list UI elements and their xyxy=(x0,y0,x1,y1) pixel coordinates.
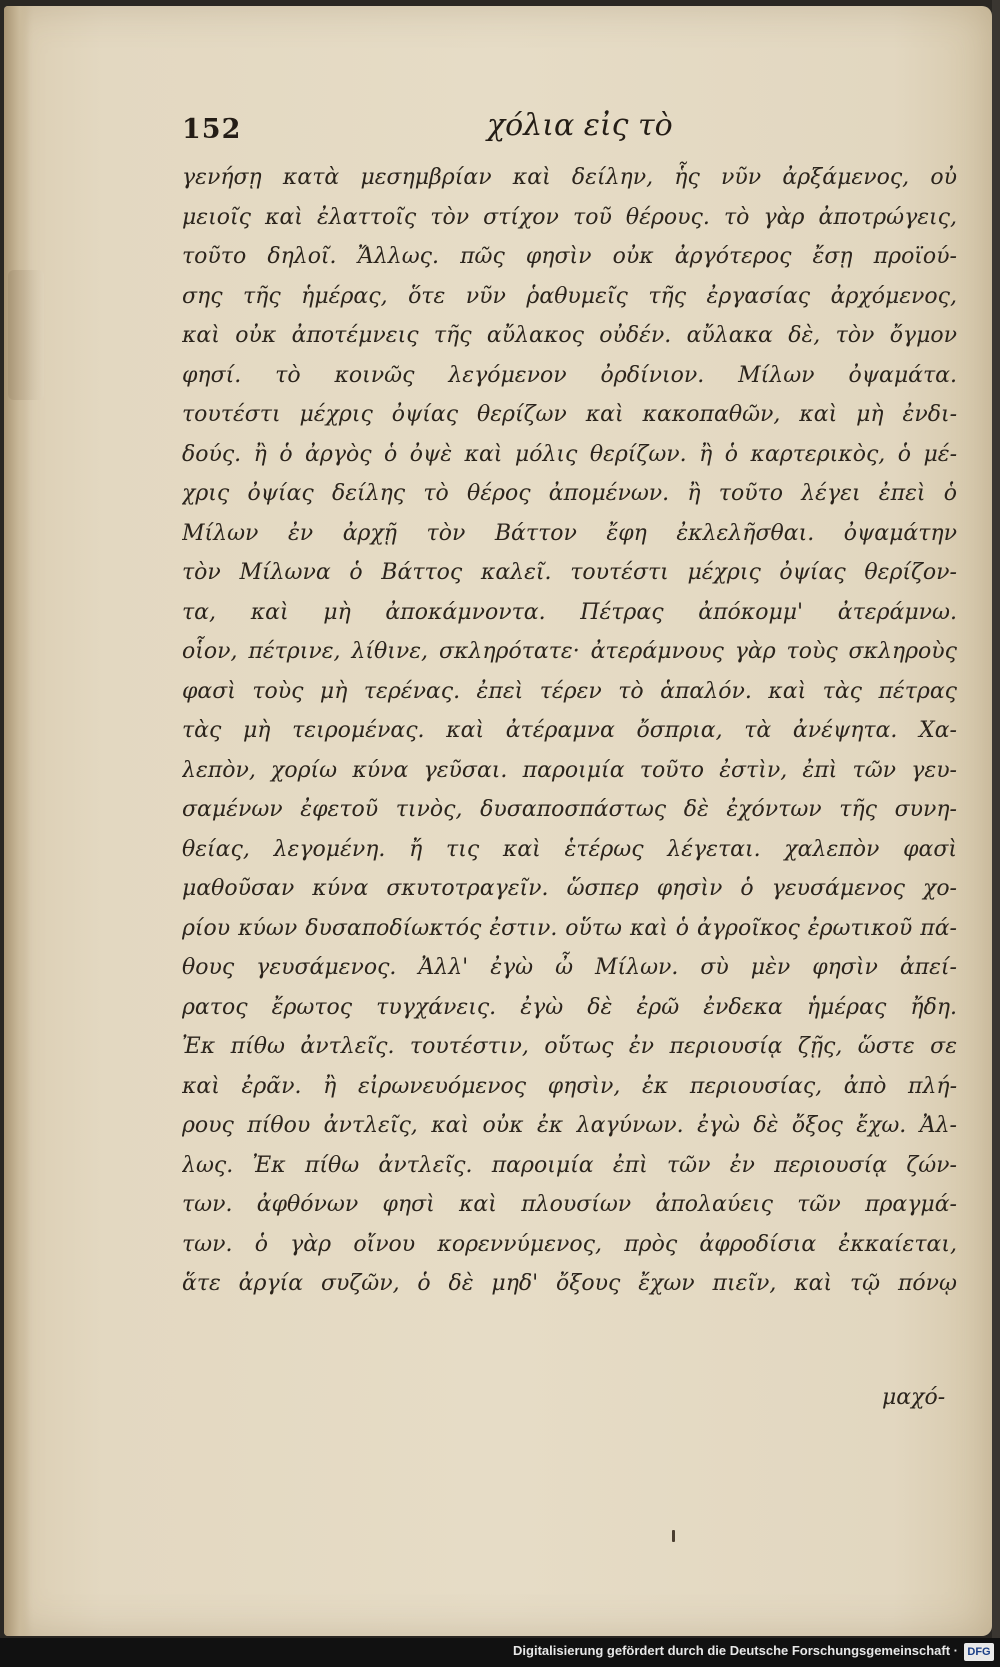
text-line: ρίου κύων δυσαποδίωκτός ἐστιν. οὕτω καὶ ὁ ἀγροῖκος ἐρωτικοῦ πά- xyxy=(182,915,957,941)
page-number: 152 xyxy=(182,114,242,145)
text-line: γενήσῃ κατὰ μεσημβρίαν καὶ δείλην, ἧς νῦν ἀρξάμενος, οὐ xyxy=(182,165,957,190)
text-line: σαμένων ἐφετοῦ τινὸς, δυσαποσπάστως δὲ ἐχόντων τῆς συνη- xyxy=(182,797,957,822)
text-line: χρις ὀψίας δείλης τὸ θέρος ἀπομένων. ἢ τοῦτο λέγει ἐπεὶ ὁ xyxy=(182,481,957,506)
page-clip-mark xyxy=(8,270,44,400)
text-line: τα, καὶ μὴ ἀποκάμνοντα. Πέτρας ἀπόκομμ' ἀτεράμνω. xyxy=(182,599,957,625)
running-title: χόλια εἰς τὸ xyxy=(487,108,673,143)
text-line: σης τῆς ἡμέρας, ὅτε νῦν ῥαθυμεῖς τῆς ἐργασίας ἀρχόμενος, xyxy=(182,283,957,309)
dfg-logo: DFG xyxy=(964,1643,994,1661)
text-line: οἷον, πέτρινε, λίθινε, σκληρότατε· ἀτεράμνους γὰρ τοὺς σκληροὺς xyxy=(182,639,957,664)
text-line: τὸν Μίλωνα ὁ Βάττος καλεῖ. τουτέστι μέχρις ὀψίας θερίζον- xyxy=(182,560,957,585)
text-line: θείας, λεγομένη. ἤ τις καὶ ἑτέρως λέγεται. χαλεπὸν φασὶ xyxy=(182,836,957,862)
commentary-text-block xyxy=(182,158,957,1304)
catchword: μαχό- xyxy=(882,1385,946,1410)
text-line: δούς. ἢ ὁ ἀργὸς ὁ ὀψὲ καὶ μόλις θερίζων. ἢ ὁ καρτερικὸς, ὁ μέ- xyxy=(182,441,957,467)
text-line: τουτέστι μέχρις ὀψίας θερίζων καὶ κακοπαθῶν, καὶ μὴ ἐνδι- xyxy=(182,402,957,427)
text-line: λεπὸν, χορίω κύνα γεῦσαι. παροιμία τοῦτο ἐστὶν, ἐπὶ τῶν γευ- xyxy=(182,757,957,783)
ink-speck xyxy=(672,1530,675,1542)
text-line: θους γευσάμενος. Ἀλλ' ἐγὼ ὦ Μίλων. σὺ μὲν φησὶν ἀπεί- xyxy=(182,955,957,980)
text-line: λως. Ἐκ πίθω ἀντλεῖς. παροιμία ἐπὶ τῶν ἐν περιουσίᾳ ζών- xyxy=(182,1152,957,1178)
text-line: καὶ ἐρᾶν. ἢ εἰρωνευόμενος φησὶν, ἐκ περιουσίας, ἀπὸ πλή- xyxy=(182,1073,957,1099)
text-line: ἅτε ἀργία συζῶν, ὁ δὲ μηδ' ὄξους ἔχων πιεῖν, καὶ τῷ πόνῳ xyxy=(182,1271,957,1296)
text-line: των. ὁ γὰρ οἴνου κορεννύμενος, πρὸς ἀφροδίσια ἐκκαίεται, xyxy=(182,1231,957,1257)
text-line: ρατος ἔρωτος τυγχάνεις. ἐγὼ δὲ ἐρῶ ἐνδεκα ἡμέρας ἤδη. xyxy=(182,994,957,1020)
text-line: ρους πίθου ἀντλεῖς, καὶ οὐκ ἐκ λαγύνων. ἐγὼ δὲ ὄξος ἔχω. Ἀλ- xyxy=(182,1113,957,1138)
text-line: φασὶ τοὺς μὴ τερένας. ἐπεὶ τέρεν τὸ ἁπαλόν. καὶ τὰς πέτρας xyxy=(182,678,957,704)
page-gutter-edge xyxy=(4,6,30,1636)
right-binding-edge xyxy=(992,0,1000,1638)
text-line: φησί. τὸ κοινῶς λεγόμενον ὀρδίνιον. Μίλων ὀψαμάτα. xyxy=(182,362,957,388)
page-header xyxy=(182,108,942,156)
text-line: Μίλων ἐν ἀρχῇ τὸν Βάττον ἔφη ἐκλελῆσθαι. ὀψαμάτην xyxy=(182,520,957,546)
text-line: μειοῖς καὶ ἐλαττοῖς τὸν στίχον τοῦ θέρους. τὸ γὰρ ἀποτρώγεις, xyxy=(182,204,957,230)
text-line: τοῦτο δηλοῖ. Ἄλλως. πῶς φησὶν οὐκ ἀργότερος ἔσῃ προϊού- xyxy=(182,244,957,269)
digitization-footer xyxy=(0,1638,1000,1667)
text-line: μαθοῦσαν κύνα σκυτοτραγεῖν. ὥσπερ φησὶν ὁ γευσάμενος χο- xyxy=(182,876,957,901)
funding-credit: Digitalisierung gefördert durch die Deutsche Forschungsgemeinschaft · xyxy=(513,1643,958,1658)
text-line: των. ἀφθόνων φησὶ καὶ πλουσίων ἀπολαύεις τῶν πραγμά- xyxy=(182,1192,957,1217)
text-line: Ἐκ πίθω ἀντλεῖς. τουτέστιν, οὕτως ἐν περιουσίᾳ ζῇς, ὥστε σε xyxy=(182,1034,957,1059)
text-line: καὶ οὐκ ἀποτέμνεις τῆς αὔλακος οὐδέν. αὔλακα δὲ, τὸν ὄγμον xyxy=(182,323,957,348)
text-line: τὰς μὴ τειρομένας. καὶ ἀτέραμνα ὄσπρια, τὰ ἀνέψητα. Χα- xyxy=(182,718,957,743)
